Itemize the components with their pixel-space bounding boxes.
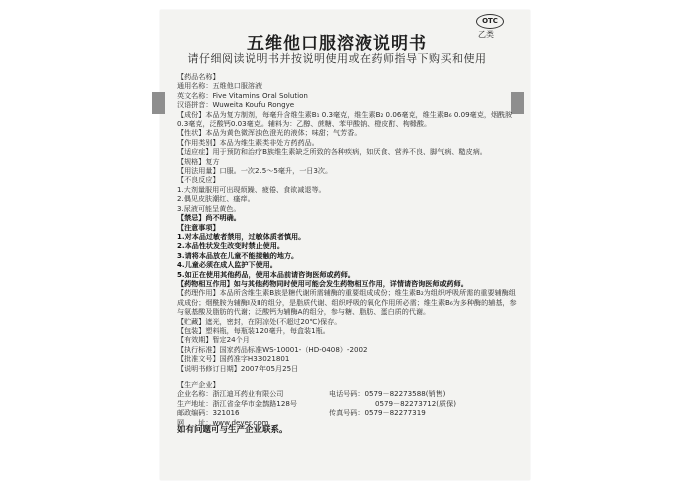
caution-item-1: 1.对本品过敏者禁用，过敏体质者慎用。 bbox=[177, 231, 306, 241]
adverse-item-1: 1.大剂量服用可出现烦躁、疲倦、食欲减退等。 bbox=[177, 184, 326, 194]
specification: 【规格】复方 bbox=[177, 156, 220, 166]
caution-item-2: 2.本品性状发生改变时禁止使用。 bbox=[177, 241, 284, 251]
dosage: 【用法用量】口服。一次2.5～5毫升，一日3次。 bbox=[177, 166, 333, 176]
generic-name: 通用名称：五维他口服溶液 bbox=[177, 81, 263, 91]
adverse-item-2: 2.偶见皮肤潮红、瘙痒。 bbox=[177, 194, 255, 204]
cautions-header: 【注意事项】 bbox=[177, 222, 220, 232]
adverse-item-3: 3.尿液可能呈黄色。 bbox=[177, 203, 241, 213]
fax-number: 传真号码：0579－82277319 bbox=[329, 408, 426, 418]
drug-interactions: 【药物相互作用】如与其他药物同时使用可能会发生药物相互作用，详情请咨询医师或药师。 bbox=[177, 278, 468, 288]
category: 【作用类别】本品为维生素类非处方药药品。 bbox=[177, 137, 319, 147]
drug-name-header: 【药品名称】 bbox=[177, 72, 220, 81]
pinyin-name: 汉语拼音：Wuweita Koufu Rongye bbox=[177, 100, 295, 110]
english-name: 英文名称：Five Vitamins Oral Solution bbox=[177, 90, 308, 100]
otc-class-label: 乙类 bbox=[478, 30, 494, 39]
caution-item-3: 3.请将本品放在儿童不能接触的地方。 bbox=[177, 250, 299, 260]
caution-item-5: 5.如正在使用其他药品，使用本品前请咨询医师或药师。 bbox=[177, 269, 355, 279]
company-name: 企业名称：浙江迪耳药业有限公司 bbox=[177, 389, 284, 399]
package: 【包装】塑料瓶，每瓶装120毫升，每盒装1瓶。 bbox=[177, 325, 330, 335]
revision-date: 【说明书修订日期】2007年05月25日 bbox=[177, 363, 299, 373]
left-margin-mark bbox=[152, 92, 165, 114]
approval-number: 【批准文号】国药准字H33021801 bbox=[177, 354, 290, 364]
contraindications: 【禁忌】尚不明确。 bbox=[177, 213, 241, 223]
website: 网 址：www.deyer.com bbox=[177, 417, 269, 427]
manufacturer-header: 【生产企业】 bbox=[177, 380, 220, 389]
document-subtitle: 请仔细阅读说明书并按说明使用或在药师指导下购买和使用 bbox=[187, 52, 487, 65]
contact-note: 如有问题可与生产企业联系。 bbox=[177, 425, 288, 435]
otc-badge: OTC bbox=[476, 14, 504, 29]
storage: 【贮藏】遮光，密封，在阴凉处(不超过20℃)保存。 bbox=[177, 316, 342, 326]
standard: 【执行标准】国家药品标准WS-10001-（HD-0408）-2002 bbox=[177, 344, 368, 354]
indications: 【适应症】用于预防和治疗B族维生素缺乏所致的各种疾病，如厌食、营养不良、脚气病、糙皮病。 bbox=[177, 147, 487, 157]
validity: 【有效期】暂定24个月 bbox=[177, 335, 250, 345]
manufacturer-row-1 bbox=[177, 389, 522, 398]
manufacturer-row-3 bbox=[177, 408, 522, 417]
adverse-header: 【不良反应】 bbox=[177, 175, 220, 185]
document-title: 五维他口服溶液说明书 bbox=[247, 34, 427, 54]
manufacturer-block bbox=[177, 380, 522, 427]
production-address: 生产地址：浙江省金华市金鹊路128号 bbox=[177, 398, 297, 408]
ingredients: 【成份】本品为复方制剂，每毫升含维生素B₁ 0.3毫克，维生素B₂ 0.06毫克，维生素B₆ 0.09毫克，烟酰胺0.3毫克，泛酸钙0.03毫克。辅料为：乙醇、蔗糖、苯甲酸钠、橙皮酊、枸橼酸。 bbox=[177, 109, 513, 129]
caution-item-4: 4.儿童必须在成人监护下使用。 bbox=[177, 260, 277, 270]
manufacturer-row-2 bbox=[177, 399, 522, 408]
appearance: 【性状】本品为黄色微浑浊色澄光的液体；味甜；气芳香。 bbox=[177, 128, 362, 138]
postcode: 邮政编码：321016 bbox=[177, 408, 240, 418]
phone-number-2: 0579－82273712(质保) bbox=[375, 398, 456, 408]
phone-number: 电话号码：0579－82273588(销售) bbox=[329, 389, 446, 399]
pharmacology: 【药理作用】本品所含维生素B族是糖代谢所需辅酶的重要组成成份；维生素B₂为组织呼吸所需的重要辅酶组成成份；烟酰胺为辅酶Ⅰ及Ⅱ的组分，是脂质代谢、组织呼吸的氧化作用所必需；维生素B₆为多种酶的辅基，参与氨基酸及脂肪的代谢；泛酸钙为辅酶A的组分，参与糖、脂肪、蛋白质的代谢。 bbox=[177, 288, 517, 317]
leaflet-body bbox=[177, 72, 522, 373]
